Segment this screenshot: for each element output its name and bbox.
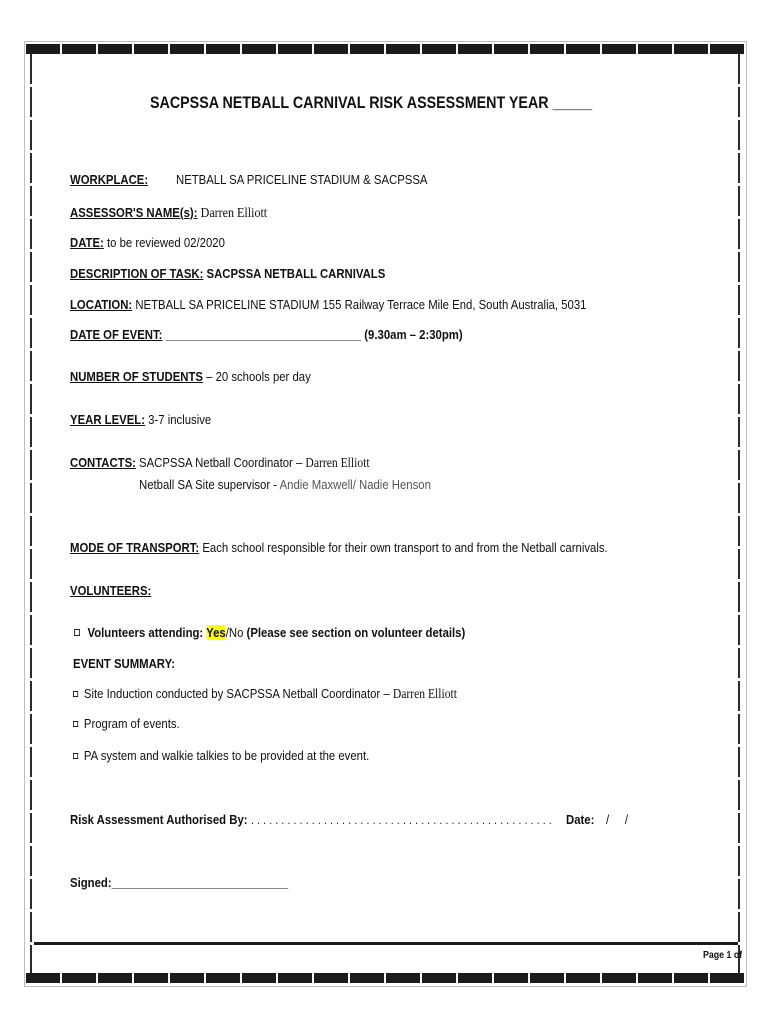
task-row: [70, 266, 385, 282]
volunteers-note: (Please see section on volunteer details): [246, 625, 466, 640]
date-of-event-row: [70, 327, 463, 343]
students-label: NUMBER OF STUDENTS: [70, 369, 203, 384]
date-label: DATE:: [70, 235, 104, 250]
date-of-event-time: (9.30am – 2:30pm): [364, 327, 463, 342]
volunteers-no: /No: [225, 625, 244, 640]
contact-2-name: Andie Maxwell/ Nadie Henson: [279, 477, 431, 492]
event-summary-item-3-text: PA system and walkie talkies to be provided at the event.: [83, 748, 370, 763]
page-title: SACPSSA NETBALL CARNIVAL RISK ASSESSMENT YEAR _____: [150, 93, 593, 112]
footer-rule: [34, 942, 738, 945]
event-summary-item-1-name: Darren Elliott: [392, 686, 457, 701]
signed-line: ____________________________: [111, 875, 289, 890]
transport-row: [70, 540, 608, 556]
signed-label: Signed:: [70, 875, 112, 890]
workplace-label: WORKPLACE:: [70, 172, 149, 187]
event-summary-item-2-text: Program of events.: [83, 716, 180, 731]
workplace-value: NETBALL SA PRICELINE STADIUM & SACPSSA: [176, 172, 428, 187]
event-summary-item-2: [73, 716, 180, 732]
task-label: DESCRIPTION OF TASK:: [70, 266, 204, 281]
page-number: Page 1 of: [703, 949, 743, 961]
transport-value: Each school responsible for their own transport to and from the Netball carnivals.: [202, 540, 608, 555]
checkbox-icon[interactable]: [73, 721, 78, 727]
students-value: – 20 schools per day: [206, 369, 311, 384]
authorised-date-label: Date:: [566, 812, 595, 827]
date-row: [70, 235, 225, 251]
event-summary-item-1-text: Site Induction conducted by SACPSSA Netball Coordinator –: [83, 686, 390, 701]
volunteers-yes: Yes: [206, 625, 226, 640]
contact-1-role: SACPSSA Netball Coordinator –: [139, 455, 303, 470]
date-value: to be reviewed 02/2020: [106, 235, 225, 250]
contacts-label: CONTACTS:: [70, 455, 136, 470]
location-label: LOCATION:: [70, 297, 133, 312]
year-level-value: 3-7 inclusive: [148, 412, 212, 427]
event-summary-item-3: [73, 748, 369, 764]
year-level-row: [70, 412, 211, 428]
checkbox-icon[interactable]: [74, 629, 80, 636]
checkbox-icon[interactable]: [73, 753, 78, 759]
assessor-value: Darren Elliott: [200, 206, 268, 221]
contact-2-role: Netball SA Site supervisor -: [139, 477, 278, 492]
assessor-row: [70, 205, 267, 222]
volunteers-label: VOLUNTEERS:: [70, 583, 152, 598]
year-level-label: YEAR LEVEL:: [70, 412, 145, 427]
volunteers-attending-label: Volunteers attending:: [87, 625, 204, 640]
transport-label: MODE OF TRANSPORT:: [70, 540, 200, 555]
students-row: [70, 369, 311, 385]
event-summary-item-1: [73, 686, 457, 702]
signed-row: [70, 875, 288, 891]
contacts-line-2: [139, 477, 431, 493]
authorised-label: Risk Assessment Authorised By:: [70, 812, 248, 827]
task-value: SACPSSA NETBALL CARNIVALS: [206, 266, 386, 281]
contacts-line-1: [139, 455, 370, 471]
authorised-dots: . . . . . . . . . . . . . . . . . . . . . . . . . . . . . . . . . . . . . . . . . . . . . . . . . .: [251, 813, 552, 827]
assessor-label: ASSESSOR'S NAME(s):: [70, 205, 198, 220]
volunteers-attending-row: [74, 625, 465, 641]
date-of-event-label: DATE OF EVENT:: [70, 327, 163, 342]
event-summary-label: EVENT SUMMARY:: [73, 656, 176, 671]
date-of-event-blank: _______________________________: [165, 327, 362, 342]
authorised-date-value: / /: [606, 812, 629, 827]
checkbox-icon[interactable]: [73, 691, 78, 697]
contact-1-name: Darren Elliott: [305, 455, 370, 470]
location-row: [70, 297, 586, 313]
location-value: NETBALL SA PRICELINE STADIUM 155 Railway Terrace Mile End, South Australia, 5031: [135, 297, 587, 312]
